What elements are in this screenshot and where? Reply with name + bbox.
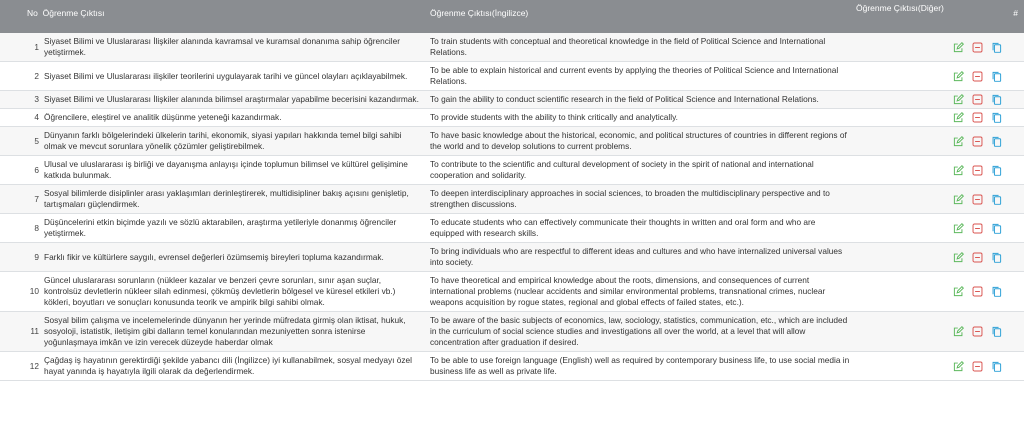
outcome-tr-cell: Çağdaş iş hayatının gerektirdiği şekilde yabancı dili (İngilizce) iyi kullanabilmek, sosyal medyayı özel hayat yanında iş hayatıyla ilgili olarak da değerlendirmek. <box>44 355 413 376</box>
outcome-other-cell <box>854 272 949 312</box>
copy-icon[interactable] <box>991 252 1002 263</box>
delete-icon[interactable] <box>972 361 983 372</box>
outcome-en-cell: To contribute to the scientific and cultural development of society in the spirit of national and international cooperation and solidarity. <box>430 159 814 180</box>
outcome-other-cell <box>854 352 949 381</box>
table-row <box>0 156 1024 185</box>
copy-icon[interactable] <box>991 71 1002 82</box>
edit-icon[interactable] <box>953 94 964 105</box>
copy-icon[interactable] <box>991 361 1002 372</box>
outcome-en-cell: To be able to explain historical and current events by applying the theories of Political Science and International Relations. <box>430 65 839 86</box>
outcome-en-cell: To deepen interdisciplinary approaches in social sciences, to broaden the multidisciplinary perspective and to strengthen discussions. <box>430 188 830 209</box>
row-actions <box>949 272 1024 312</box>
row-actions <box>949 185 1024 214</box>
header-no[interactable]: No <box>27 8 38 18</box>
row-actions <box>949 109 1024 127</box>
table-header <box>0 0 1024 33</box>
outcome-tr-cell: Ulusal ve uluslararası iş birliği ve dayanışma anlayışı içinde toplumun bilimsel ve kültürel gelişimine katkıda bulunmak. <box>44 159 408 180</box>
outcome-tr-cell: Güncel uluslararası sorunların (nükleer kazalar ve benzeri çevre sorunları, sınır aşan suçlar, kontrolsüz devletlerin nükleer silah edinmesi, çökmüş devletlerin bölgesel ve küresel etkileri vb.) kökleri, boyutları ve sonuçları konusunda teorik ve ampirik bilgi sahibi olmak. <box>44 275 396 307</box>
row-actions <box>949 312 1024 352</box>
outcome-other-cell <box>854 214 949 243</box>
copy-icon[interactable] <box>991 165 1002 176</box>
row-number: 2 <box>34 70 39 81</box>
row-number: 11 <box>30 326 39 336</box>
outcome-en-cell: To be able to use foreign language (English) well as required by contemporary business life, to use social media in business life as well as private life. <box>430 355 850 376</box>
table-row <box>0 33 1024 62</box>
outcome-tr-cell: Öğrencilere, eleştirel ve analitik düşünme yeteneği kazandırmak. <box>44 112 282 122</box>
delete-icon[interactable] <box>972 194 983 205</box>
table-row <box>0 185 1024 214</box>
row-number: 6 <box>34 164 39 175</box>
copy-icon[interactable] <box>991 112 1002 123</box>
table-row <box>0 352 1024 381</box>
outcome-tr-cell: Siyaset Bilimi ve Uluslararası İlişkiler alanında bilimsel araştırmalar yapabilme becerisini kazandırmak. <box>44 94 419 104</box>
row-number: 10 <box>29 286 39 296</box>
edit-icon[interactable] <box>953 71 964 82</box>
outcome-en-cell: To be aware of the basic subjects of economics, law, sociology, statistics, communication, etc., which are included in the curriculum of social science studies and investigations all over the world, at a level that will allow concentration after graduation if desired. <box>430 315 848 347</box>
outcome-en-cell: To educate students who can effectively communicate their thoughts in written and oral form and who are equipped with research skills. <box>430 217 816 238</box>
outcome-other-cell <box>854 156 949 185</box>
outcome-tr-cell: Düşüncelerini etkin biçimde yazılı ve sözlü aktarabilen, araştırma yetileriyle donanmış öğrenciler yetiştirmek. <box>44 217 397 238</box>
edit-icon[interactable] <box>953 252 964 263</box>
table-row <box>0 91 1024 109</box>
row-number: 9 <box>34 251 39 262</box>
delete-icon[interactable] <box>972 165 983 176</box>
outcome-tr-cell: Sosyal bilim çalışma ve incelemelerinde dünyanın her yerinde müfredata girmiş olan iktisat, hukuk, sosyoloji, istatistik, iletişim gibi dalların temel konularından mezuniyetten sonra istenirse yoğunlaşmaya imkân ve izin verecek düzeyde haberdar olmak <box>44 315 406 347</box>
outcome-en-cell: To gain the ability to conduct scientific research in the field of Political Science and International Relations. <box>430 94 819 104</box>
outcome-other-cell <box>854 127 949 156</box>
row-actions <box>949 214 1024 243</box>
delete-icon[interactable] <box>972 94 983 105</box>
copy-icon[interactable] <box>991 136 1002 147</box>
outcome-en-cell: To have theoretical and empirical knowledge about the roots, dimensions, and consequences of current international problems (nuclear accidents and similar environmental problems, transnational crimes, nuclear weapons acquisition by rogue states, regional and global effects of failed states, etc.). <box>430 275 826 307</box>
edit-icon[interactable] <box>953 326 964 337</box>
delete-icon[interactable] <box>972 252 983 263</box>
row-actions <box>949 243 1024 272</box>
row-number: 8 <box>34 222 39 233</box>
outcome-tr-cell: Dünyanın farklı bölgelerindeki ülkelerin tarihi, ekonomik, siyasi yapıları hakkında temel bilgi sahibi olmak ve mevcut sorunlara yönelik çözümler geliştirebilmek. <box>44 130 402 151</box>
edit-icon[interactable] <box>953 361 964 372</box>
outcome-other-cell <box>854 91 949 109</box>
delete-icon[interactable] <box>972 112 983 123</box>
delete-icon[interactable] <box>972 42 983 53</box>
table-row <box>0 214 1024 243</box>
header-no-and-outcome[interactable] <box>0 0 424 33</box>
row-actions <box>949 91 1024 109</box>
outcome-other-cell <box>854 33 949 62</box>
row-actions <box>949 62 1024 91</box>
row-number: 4 <box>34 112 39 122</box>
outcome-other-cell <box>854 185 949 214</box>
table-row <box>0 127 1024 156</box>
copy-icon[interactable] <box>991 42 1002 53</box>
outcome-tr-cell: Farklı fikir ve kültürlere saygılı, evrensel değerleri özümsemiş bireyleri topluma kazandırmak. <box>44 251 384 262</box>
edit-icon[interactable] <box>953 42 964 53</box>
outcome-other-cell <box>854 109 949 127</box>
outcome-tr-cell: Siyaset Bilimi ve Uluslararası ilişkiler teorilerini uygulayarak tarihi ve güncel olayları açıklayabilmek. <box>44 70 408 81</box>
copy-icon[interactable] <box>991 326 1002 337</box>
outcome-en-cell: To bring individuals who are respectful to different ideas and cultures and who have internalized universal values into society. <box>430 246 843 267</box>
row-actions <box>949 127 1024 156</box>
row-actions <box>949 156 1024 185</box>
row-number: 12 <box>29 360 39 371</box>
outcome-en-cell: To provide students with the ability to think critically and analytically. <box>430 112 678 122</box>
outcome-other-cell <box>854 243 949 272</box>
table-row <box>0 243 1024 272</box>
copy-icon[interactable] <box>991 94 1002 105</box>
row-number: 1 <box>34 41 39 52</box>
header-outcome-tr[interactable]: Öğrenme Çıktısı <box>42 8 105 18</box>
header-actions: # <box>1013 8 1018 18</box>
delete-icon[interactable] <box>972 286 983 297</box>
outcome-tr-cell: Siyaset Bilimi ve Uluslararası İlişkiler alanında kavramsal ve kuramsal donanıma sahip öğrenciler yetiştirmek. <box>44 36 400 57</box>
table-row <box>0 272 1024 312</box>
outcome-other-cell <box>854 312 949 352</box>
outcome-en-cell: To train students with conceptual and theoretical knowledge in the field of Political Science and International Relations. <box>430 36 826 57</box>
row-number: 7 <box>34 193 39 204</box>
delete-icon[interactable] <box>972 223 983 234</box>
delete-icon[interactable] <box>972 326 983 337</box>
copy-icon[interactable] <box>991 286 1002 297</box>
row-number: 5 <box>34 135 39 146</box>
outcome-other-cell <box>854 62 949 91</box>
table-row <box>0 62 1024 91</box>
copy-icon[interactable] <box>991 223 1002 234</box>
row-actions <box>949 33 1024 62</box>
table-row <box>0 312 1024 352</box>
edit-icon[interactable] <box>953 223 964 234</box>
copy-icon[interactable] <box>991 194 1002 205</box>
edit-icon[interactable] <box>953 112 964 123</box>
delete-icon[interactable] <box>972 136 983 147</box>
edit-icon[interactable] <box>953 165 964 176</box>
table-row <box>0 109 1024 127</box>
outcome-tr-cell: Sosyal bilimlerde disiplinler arası yaklaşımları derinleştirerek, multidisipliner bakış açısını genişletip, tartışmaları güçlendirmek. <box>44 188 409 209</box>
edit-icon[interactable] <box>953 194 964 205</box>
edit-icon[interactable] <box>953 286 964 297</box>
delete-icon[interactable] <box>972 71 983 82</box>
outcome-en-cell: To have basic knowledge about the historical, economic, and political structures of countries in different regions of the world and to develop solutions to current problems. <box>430 130 847 151</box>
header-outcome-other[interactable]: Öğrenme Çıktısı(Diğer) <box>856 3 944 13</box>
edit-icon[interactable] <box>953 136 964 147</box>
row-actions <box>949 352 1024 381</box>
header-outcome-en[interactable]: Öğrenme Çıktısı(İngilizce) <box>430 8 529 18</box>
row-number: 3 <box>34 94 39 104</box>
